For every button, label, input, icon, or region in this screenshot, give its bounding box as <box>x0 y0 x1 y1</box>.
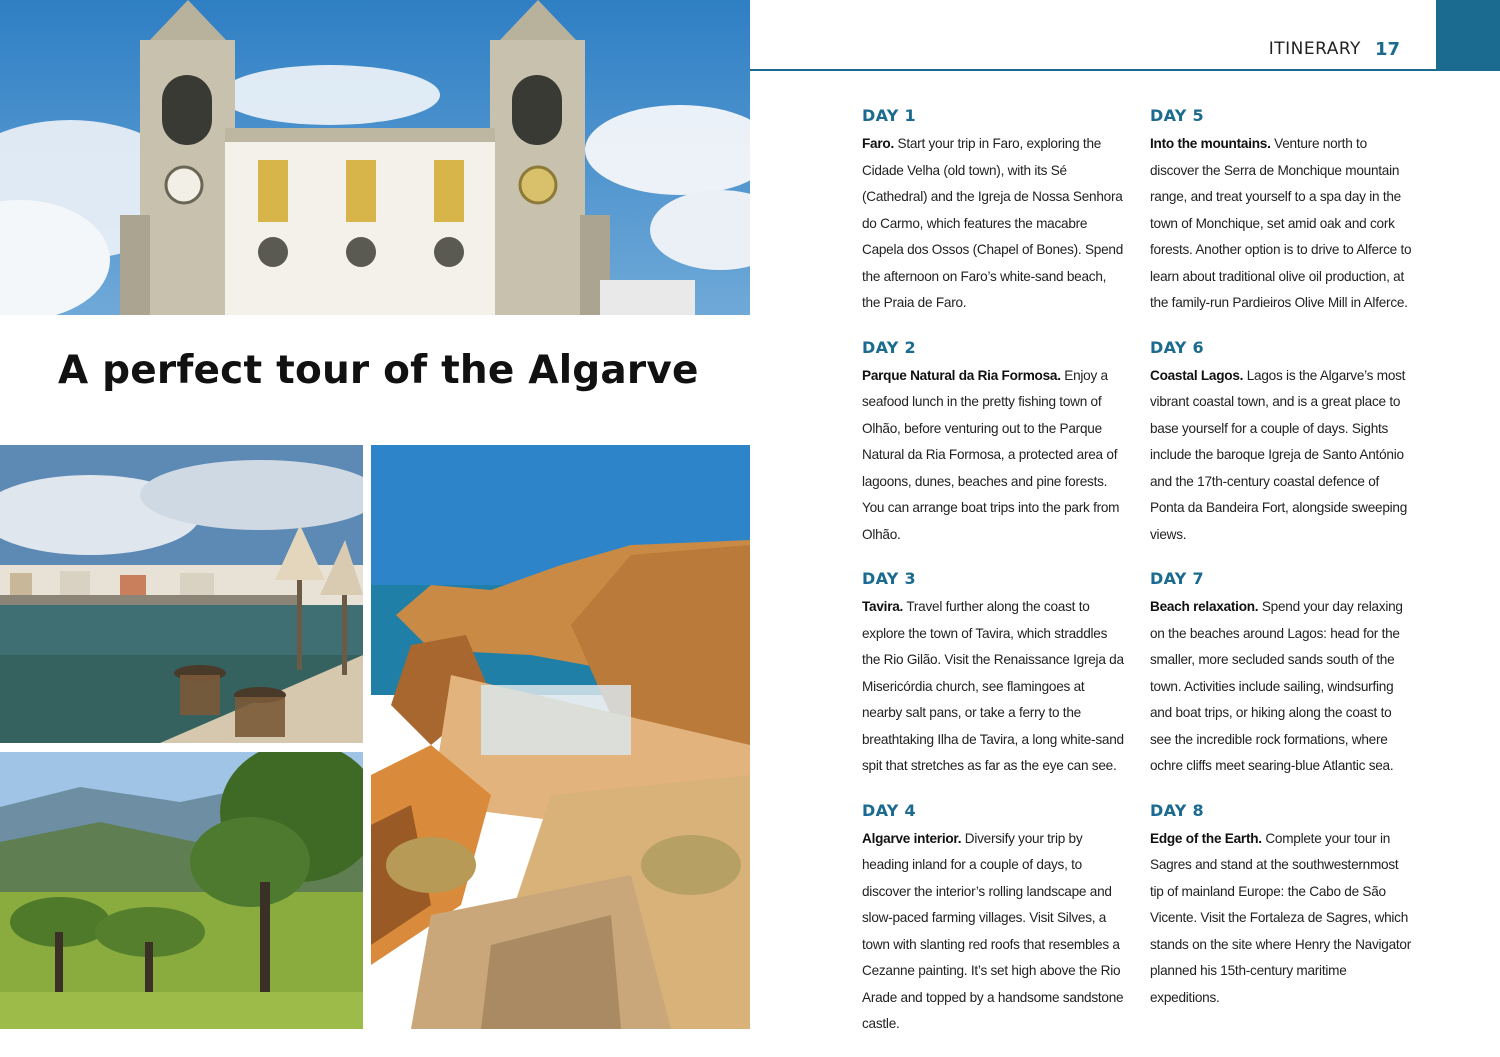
day-description <box>862 594 1124 780</box>
section-name: ITINERARY <box>1268 39 1361 59</box>
day-body: Enjoy a seafood lunch in the pretty fishing town of Olhão, before venturing out to the Parque Natural da Ria Formosa, a protected area of lagoons, dunes, beaches and pine forests. You can arrange boat trips into the park from Olhão. <box>862 367 1120 542</box>
tavira-photo-illustration <box>0 445 363 743</box>
day-body: Travel further along the coast to explore the town of Tavira, which straddles the Rio Gilão. Visit the Renaissance Igreja da Misericórdia church, see flamingoes at nearby salt pans, or take a ferry to the breathtaking Ilha de Tavira, a long white-sand spit that stretches as far as the eye can see. <box>862 599 1124 773</box>
day-label: DAY 5 <box>1150 106 1204 125</box>
day-block-7 <box>1150 567 1412 780</box>
page-title: A perfect tour of the Algarve <box>58 348 699 393</box>
day-label: DAY 3 <box>862 569 916 588</box>
day-heading: Coastal Lagos. <box>1150 367 1244 383</box>
day-block-6 <box>1150 336 1412 549</box>
day-heading: Edge of the Earth. <box>1150 830 1262 846</box>
photo-monchique-hills <box>0 752 363 1029</box>
day-heading: Tavira. <box>862 599 904 614</box>
day-description <box>1150 131 1412 317</box>
church-photo-illustration <box>0 0 750 315</box>
beach-photo-illustration <box>371 445 750 1029</box>
day-label: DAY 8 <box>1150 800 1204 820</box>
day-body: Lagos is the Algarve’s most vibrant coastal town, and is a great place to base yourself for a couple of days. Sights include the baroque Igreja de Santo António and the 17th-century coastal defence of Ponta da Bandeira Fort, alongside sweeping views. <box>1150 367 1408 542</box>
itinerary-column-left <box>862 104 1124 1057</box>
day-label: DAY 7 <box>1150 569 1204 588</box>
running-head-rule <box>750 69 1436 71</box>
day-block-4 <box>862 799 1124 1038</box>
day-description <box>862 363 1124 549</box>
day-body: Spend your day relaxing on the beaches around Lagos: head for the smaller, more secluded sands south of the town. Activities include sailing, windsurfing and boat trips, or hiking along the coast to see the incredible rock formations, where ochre cliffs meet searing-blue Atlantic sea. <box>1150 599 1403 773</box>
photo-coastal-beach <box>371 445 750 1029</box>
day-block-1 <box>862 104 1124 317</box>
day-heading: Algarve interior. <box>862 830 962 846</box>
day-description <box>862 131 1124 317</box>
day-label: DAY 4 <box>862 800 916 820</box>
photo-church-facade <box>0 0 750 315</box>
day-description <box>1150 363 1412 549</box>
day-description <box>1150 594 1412 780</box>
day-label: DAY 1 <box>862 106 916 125</box>
page-edge-tab <box>1436 0 1500 71</box>
day-heading: Into the mountains. <box>1150 136 1271 151</box>
day-block-3 <box>862 567 1124 780</box>
day-heading: Faro. <box>862 136 894 151</box>
day-label: DAY 6 <box>1150 337 1204 357</box>
day-heading: Parque Natural da Ria Formosa. <box>862 367 1061 383</box>
page-number: 17 <box>1374 38 1400 60</box>
running-head <box>1269 36 1400 62</box>
day-block-5 <box>1150 104 1412 317</box>
day-description <box>862 826 1124 1038</box>
day-body: Diversify your trip by heading inland for a couple of days, to discover the interior’s rolling landscape and slow-paced farming villages. Visit Silves, a town with slanting red roofs that resembles a Cezanne painting. It’s set high above the Rio Arade and topped by a handsome sandstone castle. <box>862 830 1124 1031</box>
itinerary-column-right <box>1150 104 1412 1030</box>
day-label: DAY 2 <box>862 337 916 357</box>
day-body: Start your trip in Faro, exploring the Cidade Velha (old town), with its Sé (Cathedral) and the Igreja de Nossa Senhora do Carmo, which features the macabre Capela dos Ossos (Chapel of Bones). Spend the afternoon on Faro’s white-sand beach, the Praia de Faro. <box>862 136 1124 310</box>
day-block-2 <box>862 336 1124 549</box>
day-body: Complete your tour in Sagres and stand at the southwesternmost tip of mainland Europe: the Cabo de São Vicente. Visit the Fortaleza de Sagres, which stands on the site where Henry the Navigator planned his 15th-century maritime expeditions. <box>1150 830 1412 1005</box>
photo-tavira-riverside <box>0 445 363 743</box>
hills-photo-illustration <box>0 752 363 1029</box>
day-heading: Beach relaxation. <box>1150 599 1259 614</box>
day-description <box>1150 826 1412 1012</box>
day-block-8 <box>1150 799 1412 1012</box>
day-body: Venture north to discover the Serra de Monchique mountain range, and treat yourself to a spa day in the town of Monchique, set amid oak and cork forests. Another option is to drive to Alferce to learn about traditional olive oil production, at the family-run Pardieiros Olive Mill in Alferce. <box>1150 136 1412 310</box>
